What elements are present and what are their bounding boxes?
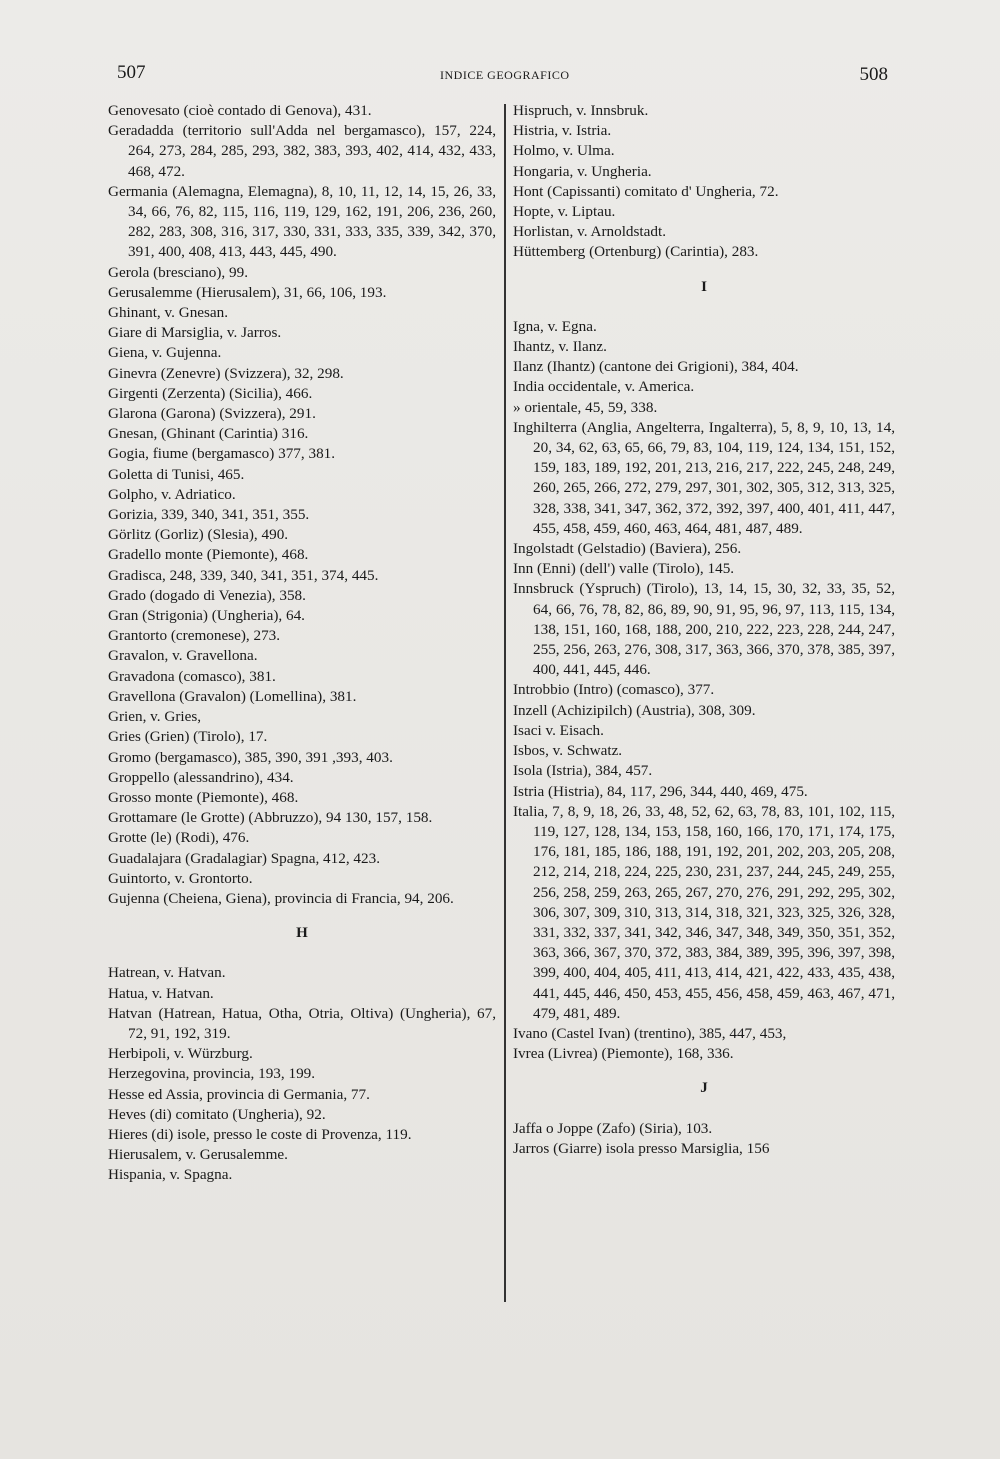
index-entry: Grantorto (cremonese), 273. [108,627,281,645]
page-number-left: 507 [117,62,146,83]
index-entry: Holmo, v. Ulma. [513,142,615,160]
index-entry: Inzell (Achizipilch) (Austria), 308, 309. [513,701,756,719]
index-entry: Hesse ed Assia, provincia di Germania, 77. [108,1085,370,1103]
index-entry: Grottamare (le Grotte) (Abbruzzo), 94 130, 157, 158. [108,809,433,827]
index-entry: Gorizia, 339, 340, 341, 351, 355. [108,506,310,524]
index-entry: Gravadona (comasco), 381. [108,667,276,685]
index-entry: Gravalon, v. Gravellona. [108,647,258,665]
index-entry: Groppello (alessandrino), 434. [108,768,294,786]
section-letter-i: I [701,278,707,295]
index-entry: Grado (dogado di Venezia), 358. [108,586,306,604]
index-entry: Gries (Grien) (Tirolo), 17. [108,728,268,746]
left-column [108,101,496,1186]
index-entry: Hopte, v. Liptau. [513,203,616,221]
index-entry: Germania (Alemagna, Elemagna), 8, 10, 11, 12, 14, 15, 26, 33, 34, 66, 76, 82, 115, 116, 119, 129, 162, 191, 206, 236, 260, 282, 283, 308, 316, 317, 330, 331, 333, 335, 339, 342, 370, 391, 400, 408, 413, 443, 445, 490. [108,182,496,261]
index-entry: Guadalajara (Gradalagiar) Spagna, 412, 423. [108,849,380,867]
index-entry: Golpho, v. Adriatico. [108,485,236,503]
index-entry: Grosso monte (Piemonte), 468. [108,788,299,806]
index-entry: Grien, v. Gries, [108,708,202,726]
index-entry: Gromo (bergamasco), 385, 390, 391 ,393, 403. [108,748,393,766]
index-entry: Hatua, v. Hatvan. [108,984,214,1002]
index-entry: Girgenti (Zerzenta) (Sicilia), 466. [108,384,313,402]
index-entry: Igna, v. Egna. [513,317,597,335]
index-entry: Ilanz (Ihantz) (cantone dei Grigioni), 384, 404. [513,358,799,376]
index-entry: Isbos, v. Schwatz. [513,742,623,760]
index-entry: Hierusalem, v. Gerusalemme. [108,1146,288,1164]
entries-h-right [513,101,895,263]
index-entry: Gradisca, 248, 339, 340, 341, 351, 374, 445. [108,566,379,584]
index-entry: Gerusalemme (Hierusalem), 31, 66, 106, 193. [108,283,387,301]
index-entry: Glarona (Garona) (Svizzera), 291. [108,405,316,423]
index-entry: Isaci v. Eisach. [513,721,604,739]
index-entry: Ghinant, v. Gnesan. [108,304,229,322]
index-entry: Hüttemberg (Ortenburg) (Carintia), 283. [513,243,759,261]
right-column [513,101,895,1159]
index-entry: Gogia, fiume (bergamasco) 377, 381. [108,445,336,463]
entries-i [513,317,895,1065]
entries-j [513,1119,895,1159]
index-entry: » orientale, 45, 59, 338. [513,398,658,416]
index-entry: Giare di Marsiglia, v. Jarros. [108,324,282,342]
running-title: INDICE GEOGRAFICO [440,68,570,82]
index-entry: Jaffa o Joppe (Zafo) (Siria), 103. [513,1119,713,1137]
section-letter-j: J [700,1080,708,1097]
index-entry: Hispruch, v. Innsbruk. [513,102,649,119]
index-entry: Hont (Capissanti) comitato d' Ungheria, 72. [513,182,779,200]
index-entry: Herbipoli, v. Würzburg. [108,1045,253,1063]
index-entry: Görlitz (Gorliz) (Slesia), 490. [108,526,289,544]
index-entry: Ihantz, v. Ilanz. [513,338,607,356]
index-entry: Gradello monte (Piemonte), 468. [108,546,309,564]
index-entry: Innsbruck (Yspruch) (Tirolo), 13, 14, 15, 30, 32, 33, 35, 52, 64, 66, 76, 78, 82, 86, 89, 90, 91, 95, 96, 97, 113, 115, 134, 138, 151, 160, 168, 188, 200, 210, 222, 223, 228, 244, 247, 255, 256, 263, 276, 308, 317, 363, 366, 370, 378, 385, 397, 400, 441, 445, 446. [513,580,895,679]
index-entry: Grotte (le) (Rodi), 476. [108,829,250,847]
index-entry: Ingolstadt (Gelstadio) (Baviera), 256. [513,540,742,558]
index-entry: Gran (Strigonia) (Ungheria), 64. [108,607,305,625]
entries-g [108,101,496,909]
index-entry: Inghilterra (Anglia, Angelterra, Ingalterra), 5, 8, 9, 10, 13, 14, 20, 34, 62, 63, 65, 66, 79, 83, 104, 119, 124, 134, 151, 152, 159, 183, 189, 192, 201, 213, 216, 217, 222, 245, 248, 249, 260, 265, 266, 272, 279, 297, 301, 302, 305, 312, 313, 325, 328, 338, 341, 347, 362, 372, 392, 397, 400, 401, 411, 447, 455, 458, 459, 460, 463, 464, 481, 487, 489. [513,418,895,537]
index-entry: Ivrea (Livrea) (Piemonte), 168, 336. [513,1045,734,1063]
index-entry: Gerola (bresciano), 99. [108,263,249,281]
index-entry: Jarros (Giarre) isola presso Marsiglia, 156 [513,1139,770,1157]
index-entry: Genovesato (cioè contado di Genova), 431. [108,102,372,119]
entries-h-left [108,963,496,1185]
index-entry: Italia, 7, 8, 9, 18, 26, 33, 48, 52, 62, 63, 78, 83, 101, 102, 115, 119, 127, 128, 134, 153, 158, 160, 166, 170, 171, 174, 175, 176, 181, 185, 186, 188, 191, 192, 201, 202, 203, 205, 208, 212, 214, 218, 224, 225, 230, 231, 237, 244, 245, 249, 255, 256, 258, 259, 263, 265, 267, 270, 276, 291, 292, 295, 302, 306, 307, 309, 310, 313, 314, 318, 321, 323, 325, 326, 328, 331, 332, 337, 341, 342, 346, 347, 348, 349, 350, 351, 352, 363, 366, 367, 370, 372, 383, 384, 389, 395, 396, 397, 398, 399, 400, 404, 405, 411, 413, 414, 421, 422, 433, 435, 438, 441, 445, 446, 450, 453, 455, 456, 458, 459, 463, 467, 471, 479, 481, 489. [513,802,895,1022]
index-entry: Goletta di Tunisi, 465. [108,465,245,483]
index-entry: Introbbio (Intro) (comasco), 377. [513,681,715,699]
index-entry: Heves (di) comitato (Ungheria), 92. [108,1105,326,1123]
index-entry: Giena, v. Gujenna. [108,344,222,362]
index-entry: Istria (Histria), 84, 117, 296, 344, 440, 469, 475. [513,782,808,800]
index-entry: Histria, v. Istria. [513,122,612,140]
index-entry: Isola (Istria), 384, 457. [513,762,653,780]
index-entry: Herzegovina, provincia, 193, 199. [108,1065,316,1083]
page-number-right: 508 [859,64,888,85]
index-entry: India occidentale, v. America. [513,378,695,396]
index-entry: Gravellona (Gravalon) (Lomellina), 381. [108,687,357,705]
index-entry: Hispania, v. Spagna. [108,1166,233,1184]
index-entry: Hatrean, v. Hatvan. [108,964,226,982]
index-entry: Horlistan, v. Arnoldstadt. [513,223,666,241]
section-letter-h: H [296,925,308,942]
index-entry: Hieres (di) isole, presso le coste di Provenza, 119. [108,1125,412,1143]
index-entry: Inn (Enni) (dell') valle (Tirolo), 145. [513,560,735,578]
column-divider [504,104,506,1302]
index-entry: Hatvan (Hatrean, Hatua, Otha, Otria, Oltiva) (Ungheria), 67, 72, 91, 192, 319. [108,1004,496,1042]
index-entry: Guintorto, v. Grontorto. [108,869,253,887]
index-entry: Gujenna (Cheiena, Giena), provincia di Francia, 94, 206. [108,889,454,907]
index-entry: Ginevra (Zenevre) (Svizzera), 32, 298. [108,364,344,382]
index-entry: Geradadda (territorio sull'Adda nel bergamasco), 157, 224, 264, 273, 284, 285, 293, 382, 383, 393, 402, 414, 432, 433, 468, 472. [108,122,496,180]
index-entry: Ivano (Castel Ivan) (trentino), 385, 447, 453, [513,1024,787,1042]
index-entry: Gnesan, (Ghinant (Carintia) 316. [108,425,309,443]
index-entry: Hongaria, v. Ungheria. [513,162,652,180]
